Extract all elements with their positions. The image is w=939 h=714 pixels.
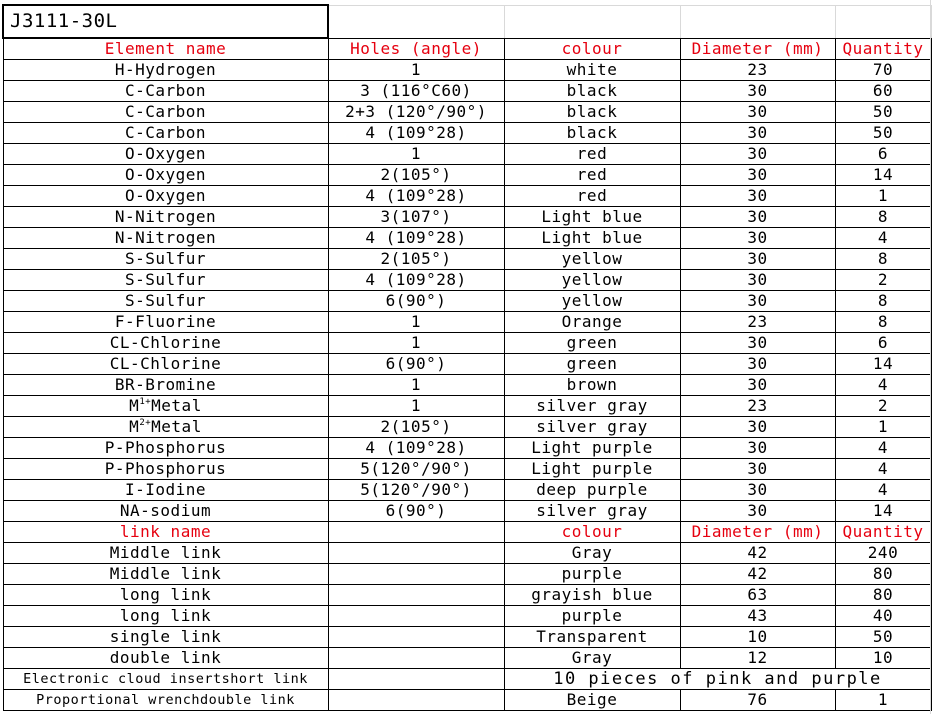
link-colour-cell[interactable]: Gray [504, 648, 680, 669]
link-header-row [3, 522, 931, 543]
colour-cell[interactable]: Light blue [504, 207, 680, 228]
diameter-cell[interactable]: 23 [680, 60, 835, 81]
colour-cell[interactable]: Orange [504, 312, 680, 333]
link-name-cell[interactable]: long link [3, 606, 328, 627]
element-name-cell[interactable]: P-Phosphorus [3, 459, 328, 480]
element-row [3, 312, 931, 333]
link-row [3, 564, 931, 585]
holes-cell[interactable]: 6(90°) [328, 354, 504, 375]
diameter-cell[interactable]: 30 [680, 81, 835, 102]
element-row [3, 60, 931, 81]
diameter-cell[interactable]: 23 [680, 312, 835, 333]
diameter-cell[interactable]: 30 [680, 480, 835, 501]
charge-superscript: 2+ [139, 418, 152, 428]
holes-cell[interactable]: 1 [328, 396, 504, 417]
quantity-cell[interactable]: 2 [835, 270, 931, 291]
colour-cell[interactable]: green [504, 333, 680, 354]
diameter-cell[interactable]: 30 [680, 375, 835, 396]
sheet-gridline [930, 0, 939, 714]
diameter-cell[interactable]: 23 [680, 396, 835, 417]
link-colour-cell[interactable]: Gray [504, 543, 680, 564]
quantity-cell[interactable]: 8 [835, 291, 931, 312]
empty-cell[interactable] [328, 606, 504, 627]
title-row [3, 5, 931, 38]
quantity-cell[interactable]: 6 [835, 144, 931, 165]
holes-cell[interactable]: 2+3 (120°/90°) [328, 102, 504, 123]
quantity-cell[interactable]: 50 [835, 123, 931, 144]
quantity-cell[interactable]: 14 [835, 354, 931, 375]
diameter-cell[interactable]: 30 [680, 417, 835, 438]
holes-cell[interactable]: 1 [328, 333, 504, 354]
element-row [3, 459, 931, 480]
colour-cell[interactable]: yellow [504, 291, 680, 312]
quantity-cell[interactable]: 70 [835, 60, 931, 81]
element-row [3, 375, 931, 396]
element-row [3, 354, 931, 375]
diameter-cell[interactable]: 30 [680, 207, 835, 228]
empty-cell[interactable] [328, 627, 504, 648]
link-colour-cell[interactable]: purple [504, 564, 680, 585]
holes-cell[interactable]: 6(90°) [328, 291, 504, 312]
quantity-cell[interactable]: 4 [835, 480, 931, 501]
charge-superscript: 1+ [139, 397, 152, 407]
empty-cell[interactable] [328, 543, 504, 564]
colour-cell[interactable]: silver gray [504, 501, 680, 522]
quantity-cell[interactable]: 6 [835, 333, 931, 354]
element-name-cell[interactable]: H-Hydrogen [3, 60, 328, 81]
diameter-cell[interactable]: 30 [680, 270, 835, 291]
element-name-cell[interactable]: NA-sodium [3, 501, 328, 522]
holes-cell[interactable]: 5(120°/90°) [328, 459, 504, 480]
element-row [3, 249, 931, 270]
quantity-cell[interactable]: 50 [835, 102, 931, 123]
cloud-row [3, 669, 931, 690]
link-name-cell[interactable]: Middle link [3, 543, 328, 564]
empty-cell[interactable] [328, 564, 504, 585]
link-diameter-cell[interactable]: 12 [680, 648, 835, 669]
diameter-cell[interactable]: 30 [680, 186, 835, 207]
link-diameter-cell[interactable]: 42 [680, 543, 835, 564]
header-colour[interactable]: colour [504, 38, 680, 60]
header-diameter[interactable]: Diameter (mm) [680, 38, 835, 60]
element-name-base: M [129, 417, 140, 436]
holes-cell[interactable]: 4 (109°28) [328, 438, 504, 459]
holes-cell[interactable]: 3 (116°C60) [328, 81, 504, 102]
diameter-cell[interactable]: 30 [680, 291, 835, 312]
diameter-cell[interactable]: 30 [680, 123, 835, 144]
element-name-cell[interactable] [3, 417, 328, 438]
element-row [3, 228, 931, 249]
holes-cell[interactable]: 1 [328, 375, 504, 396]
element-name-cell[interactable]: S-Sulfur [3, 291, 328, 312]
element-header-row [3, 38, 931, 60]
link-colour-cell[interactable]: Transparent [504, 627, 680, 648]
element-row [3, 207, 931, 228]
element-name-cell[interactable]: O-Oxygen [3, 186, 328, 207]
element-name-cell[interactable]: C-Carbon [3, 123, 328, 144]
link-name-cell[interactable]: single link [3, 627, 328, 648]
colour-cell[interactable]: black [504, 102, 680, 123]
empty-cell[interactable] [328, 522, 504, 543]
quantity-cell[interactable]: 8 [835, 207, 931, 228]
header-link-colour[interactable]: colour [504, 522, 680, 543]
element-row [3, 270, 931, 291]
header-link-diameter[interactable]: Diameter (mm) [680, 522, 835, 543]
link-quantity-cell[interactable]: 40 [835, 606, 931, 627]
empty-cell[interactable] [328, 648, 504, 669]
wrench-colour-cell[interactable]: Beige [504, 690, 680, 711]
colour-cell[interactable]: black [504, 123, 680, 144]
holes-cell[interactable]: 4 (109°28) [328, 270, 504, 291]
element-name-cell[interactable]: O-Oxygen [3, 165, 328, 186]
element-name-rest: Metal [151, 396, 202, 415]
holes-cell[interactable]: 2(105°) [328, 249, 504, 270]
holes-cell[interactable]: 2(105°) [328, 417, 504, 438]
quantity-cell[interactable]: 2 [835, 396, 931, 417]
diameter-cell[interactable]: 30 [680, 459, 835, 480]
cloud-description-cell[interactable]: 10 pieces of pink and purple [504, 669, 931, 690]
diameter-cell[interactable]: 30 [680, 501, 835, 522]
link-name-cell[interactable]: long link [3, 585, 328, 606]
diameter-cell[interactable]: 30 [680, 165, 835, 186]
element-name-cell[interactable]: N-Nitrogen [3, 207, 328, 228]
empty-cell[interactable] [504, 5, 680, 38]
quantity-cell[interactable]: 4 [835, 459, 931, 480]
link-diameter-cell[interactable]: 42 [680, 564, 835, 585]
sheet-title[interactable]: J3111-30L [3, 5, 328, 38]
link-colour-cell[interactable]: purple [504, 606, 680, 627]
quantity-cell[interactable]: 4 [835, 228, 931, 249]
element-name-cell[interactable]: N-Nitrogen [3, 228, 328, 249]
element-name-base: M [129, 396, 140, 415]
header-link-name[interactable]: link name [3, 522, 328, 543]
link-diameter-cell[interactable]: 63 [680, 585, 835, 606]
quantity-cell[interactable]: 1 [835, 186, 931, 207]
quantity-cell[interactable]: 14 [835, 501, 931, 522]
element-name-cell[interactable]: CL-Chlorine [3, 354, 328, 375]
colour-cell[interactable]: deep purple [504, 480, 680, 501]
element-name-cell[interactable]: C-Carbon [3, 81, 328, 102]
diameter-cell[interactable]: 30 [680, 438, 835, 459]
header-quantity[interactable]: Quantity [835, 38, 931, 60]
link-quantity-cell[interactable]: 10 [835, 648, 931, 669]
wrench-quantity-cell[interactable]: 1 [835, 690, 931, 711]
colour-cell[interactable]: yellow [504, 249, 680, 270]
element-name-cell[interactable]: S-Sulfur [3, 249, 328, 270]
element-name-cell[interactable]: P-Phosphorus [3, 438, 328, 459]
empty-cell[interactable] [328, 690, 504, 711]
header-link-quantity[interactable]: Quantity [835, 522, 931, 543]
colour-cell[interactable]: Light blue [504, 228, 680, 249]
holes-cell[interactable]: 6(90°) [328, 501, 504, 522]
link-row [3, 648, 931, 669]
cloud-name-cell[interactable]: Electronic cloud insertshort link [3, 669, 328, 690]
quantity-cell[interactable]: 60 [835, 81, 931, 102]
colour-cell[interactable]: brown [504, 375, 680, 396]
header-holes[interactable]: Holes (angle) [328, 38, 504, 60]
link-row [3, 606, 931, 627]
link-row [3, 627, 931, 648]
link-name-cell[interactable]: Middle link [3, 564, 328, 585]
colour-cell[interactable]: green [504, 354, 680, 375]
colour-cell[interactable]: Light purple [504, 459, 680, 480]
element-row [3, 417, 931, 438]
element-row [3, 438, 931, 459]
wrench-row [3, 690, 931, 711]
parts-table [2, 4, 932, 711]
link-quantity-cell[interactable]: 80 [835, 585, 931, 606]
holes-cell[interactable]: 5(120°/90°) [328, 480, 504, 501]
wrench-name-cell[interactable]: Proportional wrenchdouble link [3, 690, 328, 711]
colour-cell[interactable]: red [504, 144, 680, 165]
empty-cell[interactable] [680, 5, 835, 38]
holes-cell[interactable]: 1 [328, 60, 504, 81]
element-name-cell[interactable]: O-Oxygen [3, 144, 328, 165]
link-diameter-cell[interactable]: 43 [680, 606, 835, 627]
link-name-cell[interactable]: double link [3, 648, 328, 669]
diameter-cell[interactable]: 30 [680, 333, 835, 354]
colour-cell[interactable]: black [504, 81, 680, 102]
element-name-cell[interactable]: CL-Chlorine [3, 333, 328, 354]
element-row [3, 396, 931, 417]
holes-cell[interactable]: 3(107°) [328, 207, 504, 228]
element-row [3, 333, 931, 354]
colour-cell[interactable]: red [504, 186, 680, 207]
header-element-name[interactable]: Element name [3, 38, 328, 60]
element-name-cell[interactable]: BR-Bromine [3, 375, 328, 396]
element-row [3, 291, 931, 312]
element-row [3, 186, 931, 207]
holes-cell[interactable]: 2(105°) [328, 165, 504, 186]
diameter-cell[interactable]: 30 [680, 144, 835, 165]
colour-cell[interactable]: red [504, 165, 680, 186]
link-row [3, 585, 931, 606]
element-row [3, 81, 931, 102]
holes-cell[interactable]: 1 [328, 312, 504, 333]
link-colour-cell[interactable]: grayish blue [504, 585, 680, 606]
element-name-cell[interactable]: I-Iodine [3, 480, 328, 501]
element-name-cell[interactable]: F-Fluorine [3, 312, 328, 333]
holes-cell[interactable]: 4 (109°28) [328, 123, 504, 144]
element-row [3, 102, 931, 123]
link-quantity-cell[interactable]: 50 [835, 627, 931, 648]
colour-cell[interactable]: yellow [504, 270, 680, 291]
colour-cell[interactable]: white [504, 60, 680, 81]
link-quantity-cell[interactable]: 240 [835, 543, 931, 564]
colour-cell[interactable]: silver gray [504, 396, 680, 417]
holes-cell[interactable]: 4 (109°28) [328, 228, 504, 249]
holes-cell[interactable]: 1 [328, 144, 504, 165]
quantity-cell[interactable]: 8 [835, 312, 931, 333]
link-row [3, 543, 931, 564]
quantity-cell[interactable]: 8 [835, 249, 931, 270]
element-row [3, 165, 931, 186]
element-name-cell[interactable]: S-Sulfur [3, 270, 328, 291]
link-diameter-cell[interactable]: 10 [680, 627, 835, 648]
element-name-cell[interactable]: C-Carbon [3, 102, 328, 123]
quantity-cell[interactable]: 4 [835, 438, 931, 459]
element-name-cell[interactable] [3, 396, 328, 417]
quantity-cell[interactable]: 14 [835, 165, 931, 186]
empty-cell[interactable] [328, 5, 504, 38]
diameter-cell[interactable]: 30 [680, 102, 835, 123]
quantity-cell[interactable]: 1 [835, 417, 931, 438]
element-row [3, 480, 931, 501]
diameter-cell[interactable]: 30 [680, 354, 835, 375]
element-row [3, 501, 931, 522]
element-row [3, 123, 931, 144]
holes-cell[interactable]: 4 (109°28) [328, 186, 504, 207]
spreadsheet [2, 4, 932, 711]
colour-cell[interactable]: Light purple [504, 438, 680, 459]
diameter-cell[interactable]: 30 [680, 249, 835, 270]
wrench-diameter-cell[interactable]: 76 [680, 690, 835, 711]
element-row [3, 144, 931, 165]
empty-cell[interactable] [328, 585, 504, 606]
colour-cell[interactable]: silver gray [504, 417, 680, 438]
link-quantity-cell[interactable]: 80 [835, 564, 931, 585]
element-name-rest: Metal [151, 417, 202, 436]
empty-cell[interactable] [835, 5, 931, 38]
diameter-cell[interactable]: 30 [680, 228, 835, 249]
empty-cell[interactable] [328, 669, 504, 690]
quantity-cell[interactable]: 4 [835, 375, 931, 396]
